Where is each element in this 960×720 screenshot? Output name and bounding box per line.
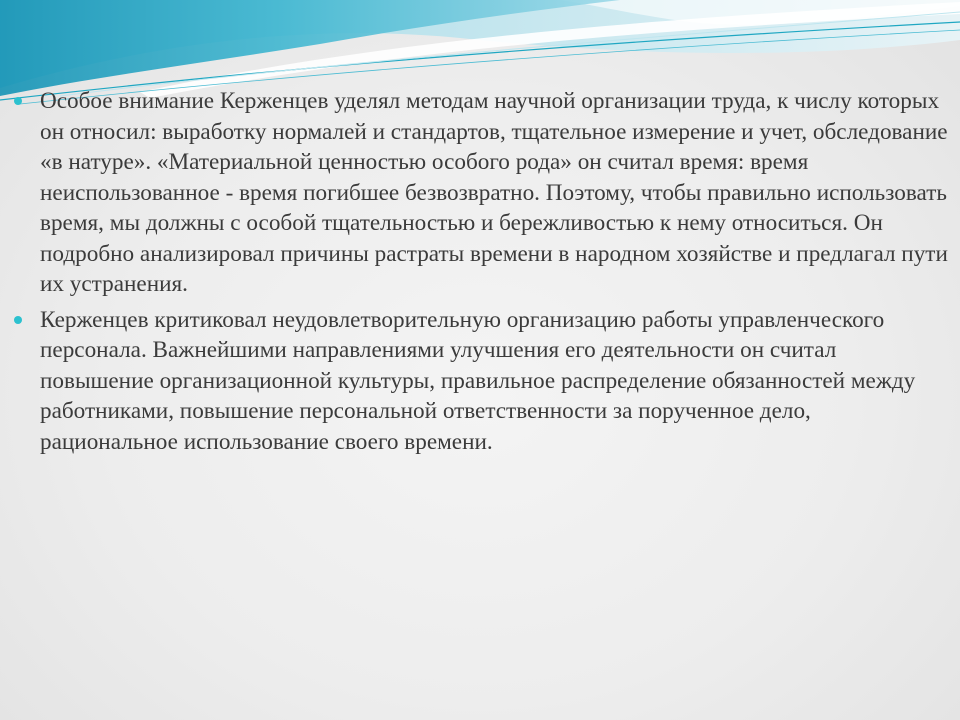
content-area: [14, 86, 949, 462]
bullet-dot-icon: [14, 316, 22, 324]
bullet-text: Керженцев критиковал неудовлетворительную организацию работы управленческого персонала. Важнейшими направлениями улучшения его деятельности он считал повышение организационной культуры, правильное распределение обязанностей между работниками, повышение персональной ответственности за порученное дело, рациональное использование своего времени.: [40, 306, 916, 455]
bullet-item-2: [14, 305, 949, 458]
bullet-item-1: [14, 86, 949, 300]
bullet-dot-icon: [14, 97, 22, 105]
bullet-list: [14, 86, 949, 457]
bullet-text: Особое внимание Керженцев уделял методам научной организации труда, к числу которых он относил: выработку нормалей и стандартов, тщательное измерение и учет, обследование «в натуре». «Материальной ценностью особого рода» он считал время: время неиспользованное - время погибшее безвозвратно. Поэтому, чтобы правильно использовать время, мы должны с особой тщательностью и бережливостью к нему относиться. Он подробно анализировал причины растраты времени в народном хозяйстве и предлагал пути их устранения.: [40, 88, 948, 297]
